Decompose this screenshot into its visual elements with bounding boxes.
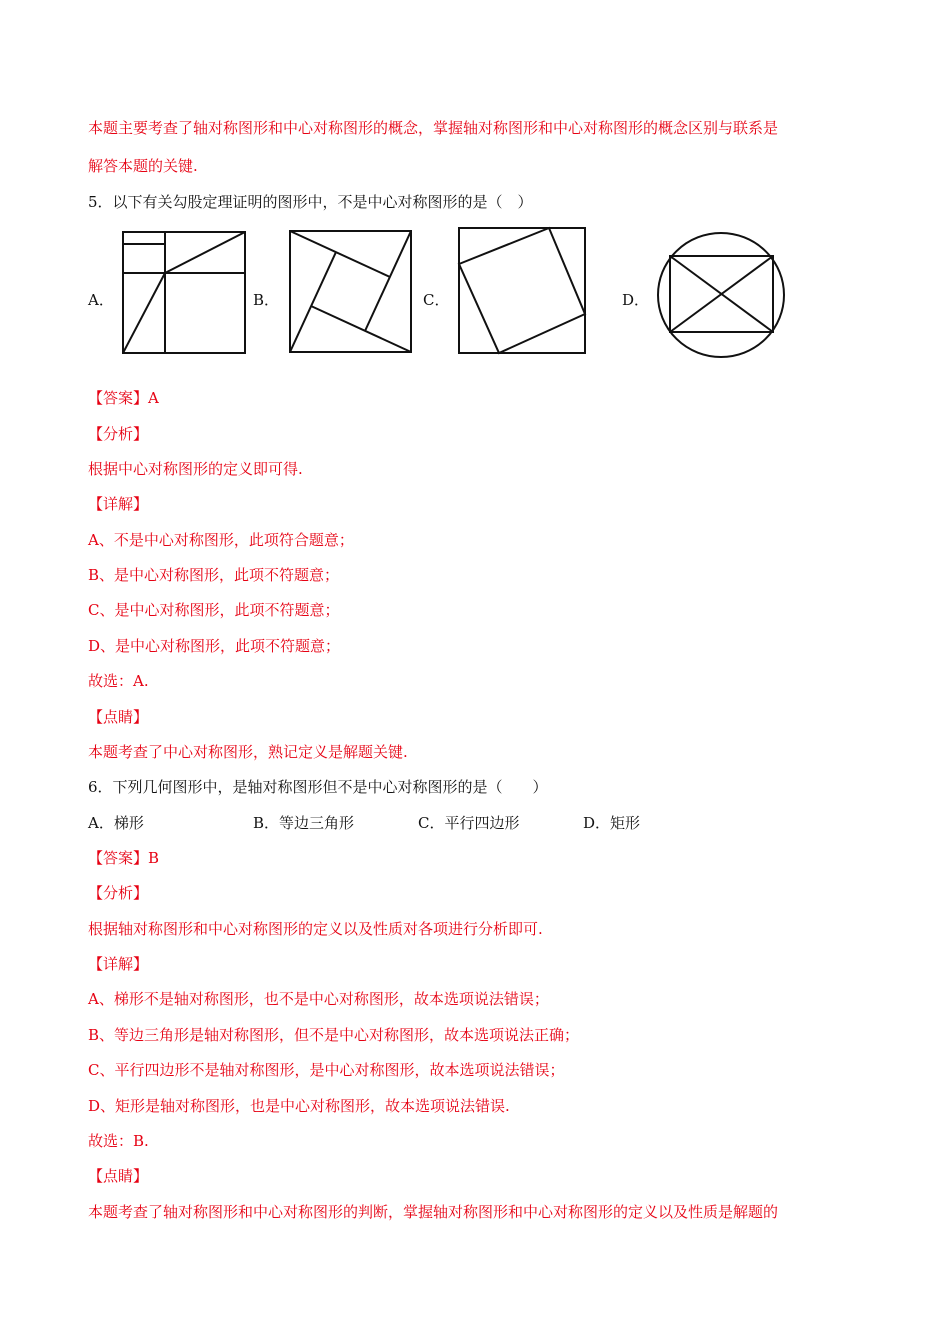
intro-line-2: 解答本题的关键. [88, 157, 198, 175]
q6-analysis: 根据轴对称图形和中心对称图形的定义以及性质对各项进行分析即可. [88, 920, 543, 938]
q5-option-c-label: C． [423, 291, 450, 309]
q5-figure-b [290, 231, 412, 353]
q5-choice: 故选：A. [88, 672, 149, 690]
q6-analysis-tag: 【分析】 [88, 884, 149, 902]
q6-comment-tag: 【点睛】 [88, 1167, 149, 1185]
q6-choice: 故选：B. [88, 1132, 149, 1150]
q6-detail-d: D、矩形是轴对称图形，也是中心对称图形，故本选项说法错误. [88, 1097, 510, 1115]
q5-detail-b: B、是中心对称图形，此项不符题意； [88, 566, 340, 584]
q6-option-c: C．平行四边形 [418, 814, 520, 832]
q5-answer: 【答案】A [88, 389, 159, 407]
q6-detail-b: B、等边三角形是轴对称图形，但不是中心对称图形，故本选项说法正确； [88, 1026, 580, 1044]
q5-question: 5．以下有关勾股定理证明的图形中，不是中心对称图形的是（ ） [88, 193, 533, 211]
q6-detail-tag: 【详解】 [88, 955, 149, 973]
q5-option-a-label: A． [88, 291, 114, 309]
q6-option-d: D．矩形 [583, 814, 641, 832]
q5-comment-tag: 【点睛】 [88, 708, 149, 726]
q6-detail-c: C、平行四边形不是轴对称图形，是中心对称图形，故本选项说法错误； [88, 1061, 565, 1079]
q6-detail-a: A、梯形不是轴对称图形，也不是中心对称图形，故本选项说法错误； [88, 990, 549, 1008]
q5-detail-d: D、是中心对称图形，此项不符题意； [88, 637, 341, 655]
q5-figure-c [459, 228, 586, 354]
q6-option-b: B．等边三角形 [253, 814, 355, 832]
q5-analysis-tag: 【分析】 [88, 425, 149, 443]
q6-option-a: A．梯形 [88, 814, 144, 832]
q6-comment: 本题考查了轴对称图形和中心对称图形的判断，掌握轴对称图形和中心对称图形的定义以及性质是解题的 [88, 1203, 779, 1221]
q5-detail-tag: 【详解】 [88, 495, 149, 513]
q6-answer: 【答案】B [88, 849, 160, 867]
q6-question: 6．下列几何图形中，是轴对称图形但不是中心对称图形的是（ ） [88, 778, 548, 796]
q5-comment: 本题考查了中心对称图形，熟记定义是解题关键. [88, 743, 408, 761]
q5-figure-a [123, 232, 246, 354]
q5-detail-c: C、是中心对称图形，此项不符题意； [88, 601, 340, 619]
q5-figure-d [657, 232, 787, 360]
q5-option-d-label: D． [622, 291, 650, 309]
q5-analysis: 根据中心对称图形的定义即可得. [88, 460, 303, 478]
intro-line-1: 本题主要考查了轴对称图形和中心对称图形的概念，掌握轴对称图形和中心对称图形的概念区别与联系是 [88, 119, 779, 137]
q5-detail-a: A、不是中心对称图形，此项符合题意； [88, 531, 354, 549]
q5-option-b-label: B． [253, 291, 280, 309]
